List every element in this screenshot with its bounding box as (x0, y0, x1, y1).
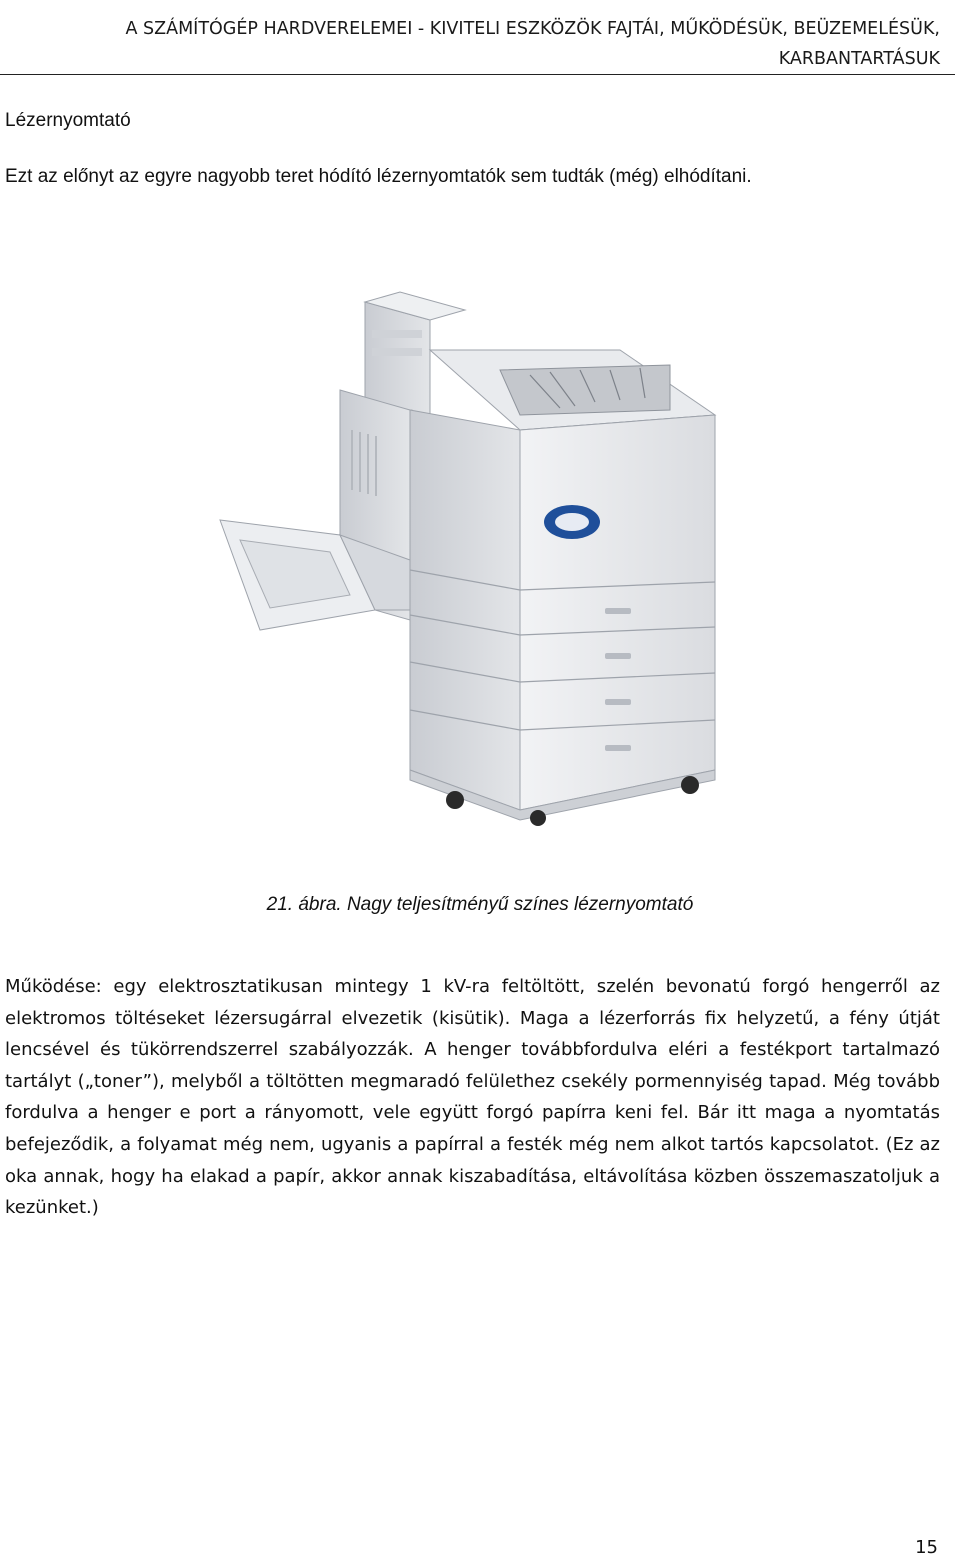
page-number: 15 (915, 1537, 938, 1558)
section-title: Lézernyomtató (5, 110, 131, 131)
figure-caption: 21. ábra. Nagy teljesítményű színes lézernyomtató (266, 894, 694, 915)
laser-printer-illustration (200, 290, 740, 830)
laser-printer-figure (200, 290, 740, 830)
header-title-line-1: A SZÁMÍTÓGÉP HARDVERELEMEI - KIVITELI ESZKÖZÖK FAJTÁI, MŰKÖDÉSÜK, BEÜZEMELÉSÜK, (125, 19, 940, 39)
page-header (0, 14, 940, 74)
header-divider (0, 74, 955, 75)
header-title-line-2: KARBANTARTÁSUK (778, 49, 940, 69)
body-paragraph: Működése: egy elektrosztatikusan mintegy 1 kV-ra feltöltött, szelén bevonatú forgó hengerről az elektromos töltéseket lézersugárral elvezetik (kisütik). Maga a lézerforrás fix helyzetű, a fény útját lencsével és tükörrendszerrel szabályozzák. A henger továbbfordulva eléri a festékport tartalmazó tartályt („toner”), melyből a töltötten megmaradó felülethez csekély pormennyiség tapad. Még tovább fordulva a henger e port a rányomott, vele együtt forgó papírra keni fel. Bár itt maga a nyomtatás befejeződik, a folyamat még nem, ugyanis a papírral a festék még nem alkot tartós kapcsolatot. (Ez az oka annak, hogy ha elakad a papír, akkor annak kiszabadítása, eltávolítása közben összemaszatoljuk a kezünket.) (5, 976, 940, 1219)
intro-sentence: Ezt az előnyt az egyre nagyobb teret hódító lézernyomtatók sem tudták (még) elhódítani. (5, 166, 752, 187)
